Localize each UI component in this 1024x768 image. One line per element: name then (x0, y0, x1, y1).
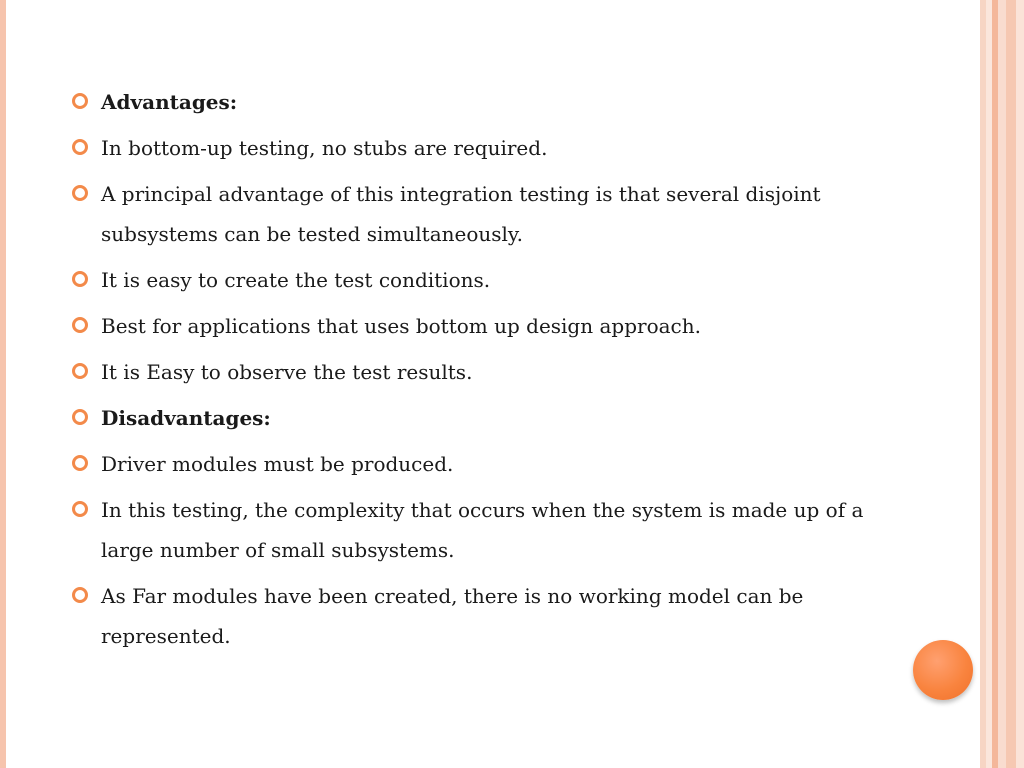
circle-bullet-icon (72, 409, 88, 425)
bullet-item-disadvantages-heading (70, 398, 920, 438)
bullet-text: A principal advantage of this integration testing is that several disjoint subsystems can be tested simultaneously. (101, 182, 821, 246)
bullet-text: Advantages: (101, 90, 238, 114)
bullet-text: In this testing, the complexity that occurs when the system is made up of a large number of small subsystems. (101, 498, 864, 562)
circle-bullet-icon (72, 587, 88, 603)
circle-bullet-icon (72, 271, 88, 287)
circle-bullet-icon (72, 363, 88, 379)
right-stripe-decoration (1016, 0, 1024, 768)
circle-bullet-icon (72, 317, 88, 333)
bullet-item (70, 576, 920, 656)
bullet-item (70, 444, 920, 484)
circle-bullet-icon (72, 501, 88, 517)
bullet-item (70, 174, 920, 254)
left-border-decoration (0, 0, 6, 768)
circle-bullet-icon (72, 139, 88, 155)
bullet-item (70, 490, 920, 570)
bullet-text: Driver modules must be produced. (101, 452, 454, 476)
bullet-item (70, 260, 920, 300)
bullet-text: It is easy to create the test conditions. (101, 268, 491, 292)
bullet-item (70, 128, 920, 168)
right-stripe-decoration (1006, 0, 1016, 768)
bullet-item (70, 306, 920, 346)
right-stripe-decoration (998, 0, 1006, 768)
circle-bullet-icon (72, 93, 88, 109)
bullet-item-advantages-heading (70, 82, 920, 122)
bullet-text: Disadvantages: (101, 406, 271, 430)
bullet-list (70, 82, 920, 662)
bullet-text: As Far modules have been created, there is no working model can be represented. (101, 584, 804, 648)
bullet-text: It is Easy to observe the test results. (101, 360, 473, 384)
bullet-text: Best for applications that uses bottom up design approach. (101, 314, 701, 338)
bullet-text: In bottom-up testing, no stubs are required. (101, 136, 548, 160)
circle-bullet-icon (72, 455, 88, 471)
orange-circle-decoration (913, 640, 973, 700)
circle-bullet-icon (72, 185, 88, 201)
bullet-item (70, 352, 920, 392)
